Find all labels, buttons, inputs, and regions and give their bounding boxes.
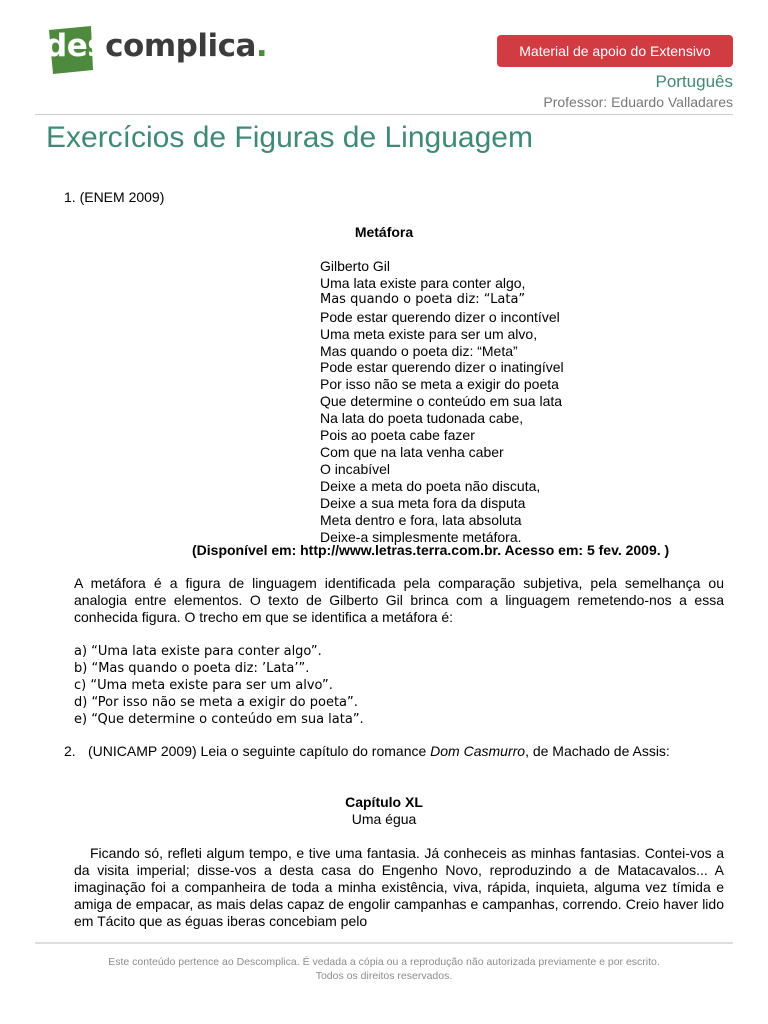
poem-line: Deixe a sua meta fora da disputa (320, 494, 526, 511)
logo-text-part2: complica (105, 28, 256, 64)
page-title: Exercícios de Figuras de Linguagem (46, 121, 533, 154)
footer-divider (35, 942, 733, 944)
poem-line: Pode estar querendo dizer o inatingível (320, 359, 564, 376)
poem-line: Mas quando o poeta diz: “Lata” (320, 291, 526, 307)
footer-notice (0, 955, 768, 983)
answer-option-d: d) “Por isso não se meta a exigir do poeta”. (74, 695, 358, 710)
poem-line: Meta dentro e fora, lata absoluta (320, 511, 522, 528)
chapter-subtitle: Uma égua (351, 811, 417, 827)
question-2 (64, 743, 724, 760)
poem-line: Mas quando o poeta diz: “Meta” (320, 342, 518, 359)
poem-line: Pois ao poeta cabe fazer (320, 427, 475, 444)
question-1-label: 1. (ENEM 2009) (64, 189, 165, 205)
logo-dot: . (255, 28, 268, 64)
poem-line: Que determine o conteúdo em sua lata (320, 393, 563, 410)
answer-option-e: e) “Que determine o conteúdo em sua lata”. (74, 712, 364, 727)
question-2-text-after: , de Machado de Assis: (525, 743, 670, 759)
footer-line-2: Todos os direitos reservados. (315, 970, 453, 982)
poem-title: Metáfora (354, 224, 414, 240)
answer-option-b: b) “Mas quando o poeta diz: ’Lata’”. (74, 661, 310, 676)
subject-label: Português (655, 72, 733, 91)
header-divider (35, 114, 733, 115)
poem-line: Gilberto Gil (320, 258, 391, 274)
question-2-text (88, 743, 724, 760)
poem-line: Por isso não se meta a exigir do poeta (320, 376, 559, 393)
poem-line: Uma lata existe para conter algo, (320, 274, 526, 291)
question-1-paragraph: A metáfora é a figura de linguagem identificada pela comparação subjetiva, pela semelhança ou analogia entre elementos. O texto de Gilberto Gil brinca com a linguagem remetendo-nos a essa conhecida figura. O trecho em que se identifica a metáfora é: (74, 575, 724, 625)
poem (320, 258, 564, 545)
teacher-label: Professor: Eduardo Valladares (543, 94, 733, 110)
answer-option-c: c) “Uma meta existe para ser um alvo”. (74, 678, 333, 693)
poem-line: Deixe-a simplesmente metáfora. (320, 528, 522, 545)
logo-text-part1: des (45, 28, 106, 64)
poem-line: Pode estar querendo dizer o incontível (320, 308, 560, 325)
poem-line: Deixe a meta do poeta não discuta, (320, 477, 541, 494)
chapter-excerpt: Ficando só, refleti algum tempo, e tive uma fantasia. Já conheceis as minhas fantasias. Contei-vos a da visita imperial; disse-vos a desta casa do Engenho Novo, reproduzindo a de Matacavalos... A imaginação foi a companheira de toda a minha existência, viva, rápida, inquieta, alguma vez tímida e amiga de empacar, as mais delas capaz de engolir campanhas e campanhas, correndo. Creio haver lido em Tácito que as éguas iberas concebiam pelo (74, 845, 724, 929)
material-badge: Material de apoio do Extensivo (497, 35, 733, 67)
poem-line: O incabível (320, 460, 391, 477)
poem-source: (Disponível em: http://www.letras.terra.com.br. Acesso em: 5 fev. 2009. ) (192, 542, 670, 558)
answer-option-a: a) “Uma lata existe para conter algo”. (74, 644, 322, 659)
poem-line: Uma meta existe para ser um alvo, (320, 325, 538, 342)
poem-line: Na lata do poeta tudonada cabe, (320, 410, 524, 427)
poem-line: Com que na lata venha caber (320, 443, 504, 460)
question-2-text-before: (UNICAMP 2009) Leia o seguinte capítulo do romance (88, 743, 431, 759)
logo-text (45, 28, 267, 64)
answer-options (74, 643, 364, 728)
footer-line-1: Este conteúdo pertence ao Descomplica. É vedada a cópia ou a reprodução não autorizada previamente e por escrito. (108, 956, 660, 968)
book-title: Dom Casmurro (430, 743, 526, 759)
chapter-title: Capítulo XL (345, 794, 423, 810)
question-2-number: 2. (64, 743, 76, 759)
